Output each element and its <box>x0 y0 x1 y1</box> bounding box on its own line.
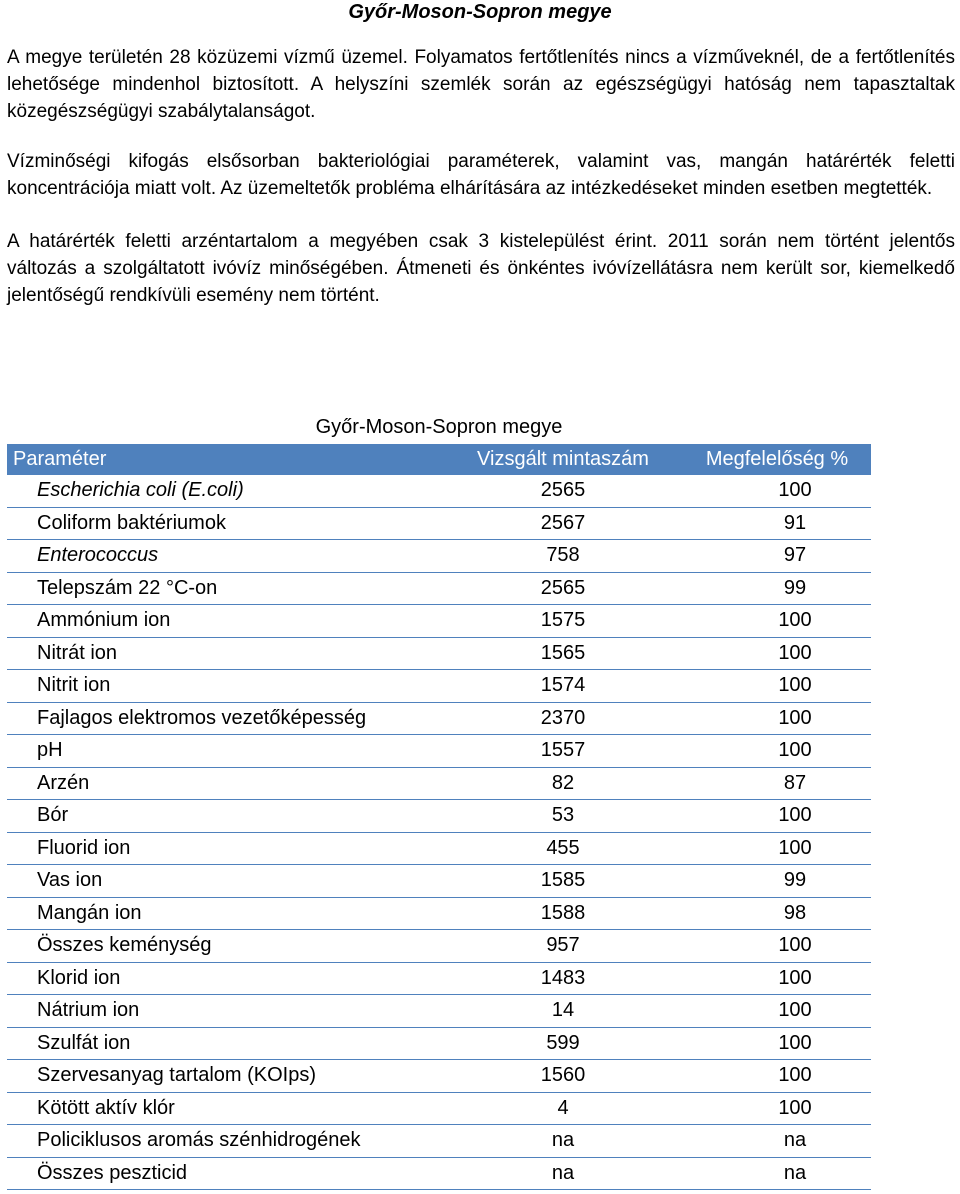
parameter-cell <box>7 1125 443 1158</box>
column-header-compliance: Megfelelőség % <box>683 444 871 475</box>
compliance-cell: 100 <box>683 475 871 507</box>
parameter-name: Policiklusos aromás szénhidrogének <box>37 1129 361 1152</box>
sample-count-cell: 53 <box>443 800 683 833</box>
column-header-sample-count: Vizsgált mintaszám <box>443 444 683 475</box>
table-row <box>7 865 871 898</box>
parameter-name: Telepszám 22 °C-on <box>37 576 218 599</box>
parameter-cell <box>7 507 443 540</box>
parameter-cell <box>7 865 443 898</box>
compliance-cell: 100 <box>683 670 871 703</box>
compliance-cell: 100 <box>683 962 871 995</box>
document-title: Győr-Moson-Sopron megye <box>348 1 612 23</box>
parameter-cell <box>7 962 443 995</box>
parameter-name: Nitrát ion <box>37 641 118 664</box>
parameter-cell <box>7 475 443 507</box>
parameter-cell <box>7 832 443 865</box>
table-row <box>7 897 871 930</box>
table-row <box>7 702 871 735</box>
sample-count-cell: 4 <box>443 1092 683 1125</box>
sample-count-cell: 599 <box>443 1027 683 1060</box>
table-row <box>7 1125 871 1158</box>
compliance-cell: 100 <box>683 930 871 963</box>
table-row <box>7 1027 871 1060</box>
paragraph-arsenic: A határérték feletti arzéntartalom a megyében csak 3 kistelepülést érint. 2011 során nem történt jelentős változás a szolgáltatott ivóvíz minőségében. Átmeneti és önkéntes ivóvízellátásra nem került sor, kiemelkedő jelentőségű rendkívüli esemény nem történt. <box>7 231 955 306</box>
parameter-name: Klorid ion <box>37 966 121 989</box>
sample-count-cell: 2370 <box>443 702 683 735</box>
table-row <box>7 832 871 865</box>
parameter-cell <box>7 1157 443 1190</box>
compliance-cell: 99 <box>683 572 871 605</box>
compliance-cell: 87 <box>683 767 871 800</box>
parameter-cell <box>7 540 443 573</box>
table-row <box>7 767 871 800</box>
sample-count-cell: 1560 <box>443 1060 683 1093</box>
sample-count-cell: 455 <box>443 832 683 865</box>
table-row <box>7 1060 871 1093</box>
sample-count-cell: 1483 <box>443 962 683 995</box>
parameter-cell <box>7 1027 443 1060</box>
table-row <box>7 637 871 670</box>
compliance-cell: 97 <box>683 540 871 573</box>
parameter-name: Coliform baktériumok <box>37 511 226 534</box>
sample-count-cell: 1585 <box>443 865 683 898</box>
compliance-cell: 100 <box>683 1092 871 1125</box>
paragraph-waterworks: A megye területén 28 közüzemi vízmű üzemel. Folyamatos fertőtlenítés nincs a vízműveknél, de a fertőtlenítés lehetősége mindenhol biztosított. A helyszíni szemlék során az egészségügyi hatóság nem tapasztaltak közegészségügyi szabálytalanságot. <box>7 47 955 122</box>
parameter-name: Escherichia coli (E.coli) <box>37 479 244 502</box>
table-row <box>7 930 871 963</box>
compliance-cell: 91 <box>683 507 871 540</box>
parameter-cell <box>7 1060 443 1093</box>
table-row <box>7 1157 871 1190</box>
compliance-cell: 100 <box>683 702 871 735</box>
compliance-cell: 100 <box>683 1060 871 1093</box>
water-quality-table <box>7 444 871 1190</box>
parameter-name: pH <box>37 739 63 762</box>
table-row <box>7 507 871 540</box>
parameter-cell <box>7 767 443 800</box>
paragraph-quality-complaints: Vízminőségi kifogás elsősorban bakteriológiai paraméterek, valamint vas, mangán határérték feletti koncentrációja miatt volt. Az üzemeltetők probléma elhárítására az intézkedéseket minden esetben megtették. <box>7 151 955 199</box>
parameter-name: Nátrium ion <box>37 999 140 1022</box>
compliance-cell: 100 <box>683 1027 871 1060</box>
compliance-cell: na <box>683 1125 871 1158</box>
sample-count-cell: 1565 <box>443 637 683 670</box>
parameter-name: Összes keménység <box>37 934 212 957</box>
sample-count-cell: 2567 <box>443 507 683 540</box>
table-body <box>7 475 871 1190</box>
table-row <box>7 605 871 638</box>
sample-count-cell: 1557 <box>443 735 683 768</box>
parameter-cell <box>7 995 443 1028</box>
compliance-cell: 100 <box>683 995 871 1028</box>
compliance-cell: 100 <box>683 605 871 638</box>
parameter-cell <box>7 637 443 670</box>
table-row <box>7 1092 871 1125</box>
parameter-cell <box>7 897 443 930</box>
parameter-name: Bór <box>37 804 69 827</box>
compliance-cell: 100 <box>683 832 871 865</box>
sample-count-cell: 1574 <box>443 670 683 703</box>
parameter-cell <box>7 800 443 833</box>
sample-count-cell: 82 <box>443 767 683 800</box>
parameter-cell <box>7 572 443 605</box>
parameter-cell <box>7 702 443 735</box>
table-header <box>7 444 871 475</box>
column-header-parameter: Paraméter <box>7 444 443 475</box>
parameter-name: Kötött aktív klór <box>37 1096 175 1119</box>
parameter-name: Összes peszticid <box>37 1161 188 1184</box>
sample-count-cell: na <box>443 1157 683 1190</box>
parameter-name: Nitrit ion <box>37 674 111 697</box>
sample-count-cell: 2565 <box>443 572 683 605</box>
parameter-name: Vas ion <box>37 869 103 892</box>
parameter-name: Szulfát ion <box>37 1031 131 1054</box>
compliance-cell: na <box>683 1157 871 1190</box>
sample-count-cell: 758 <box>443 540 683 573</box>
table-row <box>7 995 871 1028</box>
compliance-cell: 99 <box>683 865 871 898</box>
parameter-name: Fluorid ion <box>37 836 131 859</box>
parameter-cell <box>7 735 443 768</box>
compliance-cell: 100 <box>683 735 871 768</box>
compliance-cell: 100 <box>683 637 871 670</box>
table-row <box>7 572 871 605</box>
sample-count-cell: 14 <box>443 995 683 1028</box>
sample-count-cell: 2565 <box>443 475 683 507</box>
parameter-cell <box>7 605 443 638</box>
parameter-cell <box>7 930 443 963</box>
sample-count-cell: na <box>443 1125 683 1158</box>
parameter-name: Ammónium ion <box>37 609 171 632</box>
parameter-cell <box>7 670 443 703</box>
parameter-name: Enterococcus <box>37 544 159 567</box>
table-row <box>7 670 871 703</box>
compliance-cell: 98 <box>683 897 871 930</box>
parameter-name: Mangán ion <box>37 901 142 924</box>
table-row <box>7 735 871 768</box>
table-row <box>7 962 871 995</box>
table-row <box>7 540 871 573</box>
sample-count-cell: 1575 <box>443 605 683 638</box>
sample-count-cell: 1588 <box>443 897 683 930</box>
table-row <box>7 475 871 507</box>
parameter-name: Fajlagos elektromos vezetőképesség <box>37 706 367 729</box>
parameter-name: Arzén <box>37 771 90 794</box>
compliance-cell: 100 <box>683 800 871 833</box>
table-row <box>7 800 871 833</box>
parameter-name: Szervesanyag tartalom (KOIps) <box>37 1064 316 1087</box>
sample-count-cell: 957 <box>443 930 683 963</box>
table-title: Győr-Moson-Sopron megye <box>315 416 563 438</box>
parameter-cell <box>7 1092 443 1125</box>
